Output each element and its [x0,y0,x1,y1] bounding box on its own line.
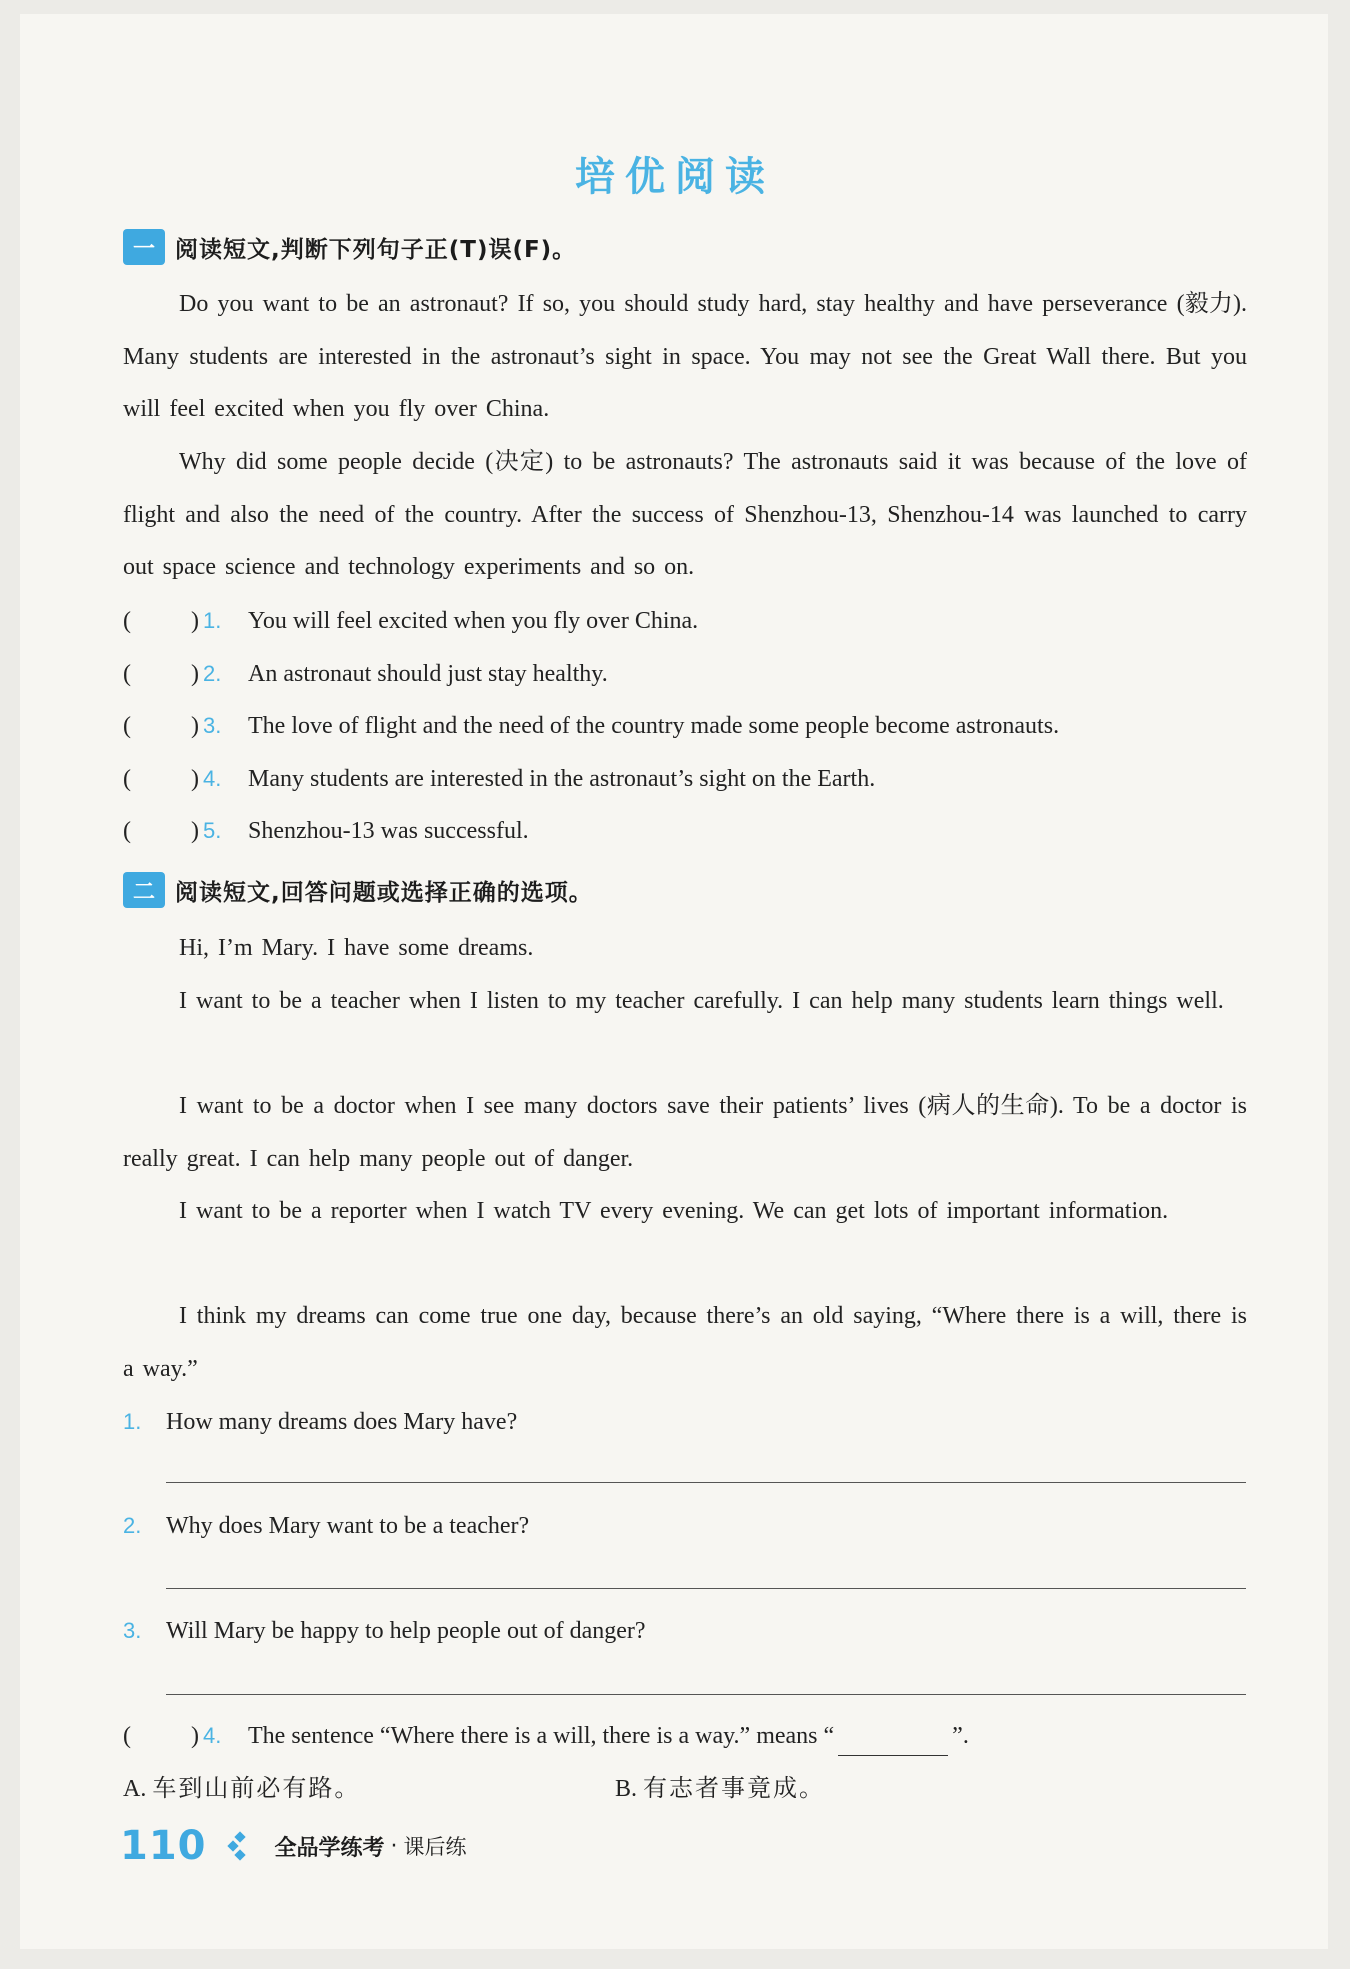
question-3: 3. Will Mary be happy to help people out of danger? [123,1618,646,1644]
passage-1-paragraph-2: Why did some people decide (决定) to be astronauts? The astronauts said it was because of the love of flight and also the need of the country. After the success of Shenzhou-13, Shenzhou-14 was launched to carry out space science and technology experiments and so on. [123,449,1247,580]
answer-blank[interactable]: ) [191,1723,199,1749]
fill-in-blank[interactable] [838,1729,948,1756]
passage-2-paragraph-5: I think my dreams can come true one day, because there’s an old saying, “Where there is a will, there is a way.” [123,1303,1247,1382]
tf-item-4: ( ) 4. Many students are interested in the astronaut’s sight on the Earth. [123,759,1247,799]
section-2-instruction: 阅读短文,回答问题或选择正确的选项。 [175,879,593,906]
tf-item-2: ( ) 2. An astronaut should just stay healthy. [123,654,1247,694]
section-1-badge: 一 [123,229,165,265]
page-number: 110 [120,1823,207,1869]
answer-blank[interactable]: ) [191,818,199,844]
passage-2-paragraph-1: Hi, I’m Mary. I have some dreams. [179,935,534,961]
question-2: 2. Why does Mary want to be a teacher? [123,1513,530,1539]
answer-blank[interactable]: ) [191,713,199,739]
option-b: B. 有志者事竟成。 [615,1774,826,1802]
section-1-instruction: 阅读短文,判断下列句子正(T)误(F)。 [175,236,577,263]
tf-item-3: ( ) 3. The love of flight and the need of the country made some people become astronauts. [123,706,1247,746]
diamond-icon [229,1833,251,1859]
question-4: ( ) 4. The sentence “Where there is a will, there is a way.” means “ ”. [123,1716,1247,1756]
passage-2-paragraph-2: I want to be a teacher when I listen to my teacher carefully. I can help many students learn things well. [179,988,1224,1014]
option-a: A. 车到山前必有路。 [123,1774,361,1802]
question-1: 1. How many dreams does Mary have? [123,1409,518,1435]
answer-blank[interactable]: ) [191,608,199,634]
section-2-badge: 二 [123,872,165,908]
tf-item-5: ( ) 5. Shenzhou-13 was successful. [123,811,1247,851]
separator: · [390,1833,398,1859]
section-2-header [123,870,593,910]
page-title: 培优阅读 [575,154,775,200]
tf-item-1: ( ) 1. You will feel excited when you fly over China. [123,601,1247,641]
answer-line-3[interactable] [166,1694,1246,1695]
passage-1-paragraph-1: Do you want to be an astronaut? If so, you should study hard, stay healthy and have perseverance (毅力). Many students are interested in the astronaut’s sight in space. You may not see the Great Wall there. But you will feel excited when you fly over China. [123,291,1247,422]
answer-blank[interactable]: ) [191,661,199,687]
brand-name: 全品学练考 [274,1835,385,1861]
answer-line-2[interactable] [166,1588,1246,1589]
brand-subtitle: 课后练 [403,1835,467,1859]
page-footer [120,1818,467,1874]
answer-line-1[interactable] [166,1482,1246,1483]
passage-2-paragraph-4: I want to be a reporter when I watch TV every evening. We can get lots of important information. [179,1198,1169,1224]
section-1-header [123,227,576,267]
answer-blank[interactable]: ) [191,766,199,792]
passage-2-paragraph-3: I want to be a doctor when I see many doctors save their patients’ lives (病人的生命). To be a doctor is really great. I can help many people out of danger. [123,1093,1247,1172]
